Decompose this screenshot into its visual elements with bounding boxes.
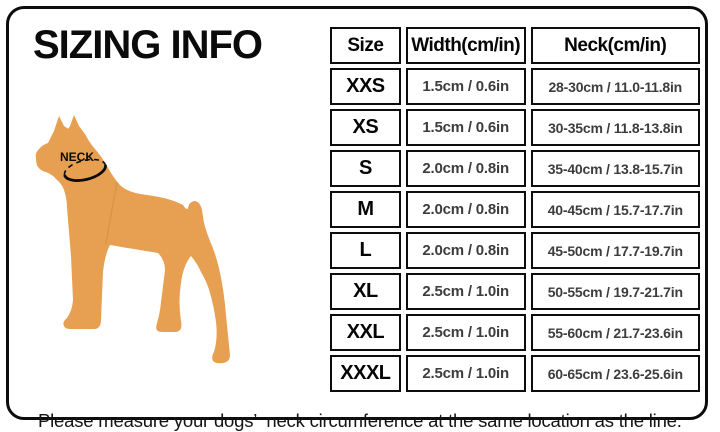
cell-size: XXXL <box>330 355 401 392</box>
cell-neck: 40-45cm / 15.7-17.7in <box>531 191 700 228</box>
col-header-size: Size <box>330 27 401 64</box>
table-row <box>330 273 700 310</box>
table-header-row <box>330 27 700 64</box>
table-row <box>330 191 700 228</box>
table-row <box>330 232 700 269</box>
cell-size: XS <box>330 109 401 146</box>
sizing-table <box>325 23 705 396</box>
cell-neck: 55-60cm / 21.7-23.6in <box>531 314 700 351</box>
col-header-neck: Neck(cm/in) <box>531 27 700 64</box>
cell-neck: 50-55cm / 19.7-21.7in <box>531 273 700 310</box>
dog-illustration <box>27 104 267 374</box>
table-row <box>330 150 700 187</box>
cell-size: XL <box>330 273 401 310</box>
cell-width: 2.0cm / 0.8in <box>406 150 526 187</box>
measurement-note: Please measure your dogs’ neck circumference at the same location as the line. <box>38 410 682 431</box>
cell-width: 2.5cm / 1.0in <box>406 273 526 310</box>
cell-size: L <box>330 232 401 269</box>
cell-neck: 60-65cm / 23.6-25.6in <box>531 355 700 392</box>
cell-neck: 30-35cm / 11.8-13.8in <box>531 109 700 146</box>
cell-size: M <box>330 191 401 228</box>
page-title: SIZING INFO <box>33 23 262 67</box>
cell-neck: 35-40cm / 13.8-15.7in <box>531 150 700 187</box>
table-row <box>330 314 700 351</box>
cell-width: 2.0cm / 0.8in <box>406 232 526 269</box>
cell-size: XXL <box>330 314 401 351</box>
cell-size: S <box>330 150 401 187</box>
dog-silhouette-svg <box>27 104 267 374</box>
table-row <box>330 355 700 392</box>
cell-width: 2.5cm / 1.0in <box>406 355 526 392</box>
table-row <box>330 68 700 105</box>
cell-size: XXS <box>330 68 401 105</box>
cell-width: 1.5cm / 0.6in <box>406 109 526 146</box>
cell-width: 2.5cm / 1.0in <box>406 314 526 351</box>
sizing-card <box>6 6 708 431</box>
col-header-width: Width(cm/in) <box>406 27 526 64</box>
cell-width: 1.5cm / 0.6in <box>406 68 526 105</box>
cell-neck: 45-50cm / 17.7-19.7in <box>531 232 700 269</box>
cell-width: 2.0cm / 0.8in <box>406 191 526 228</box>
table-row <box>330 109 700 146</box>
cell-neck: 28-30cm / 11.0-11.8in <box>531 68 700 105</box>
neck-label: NECK <box>60 150 95 164</box>
